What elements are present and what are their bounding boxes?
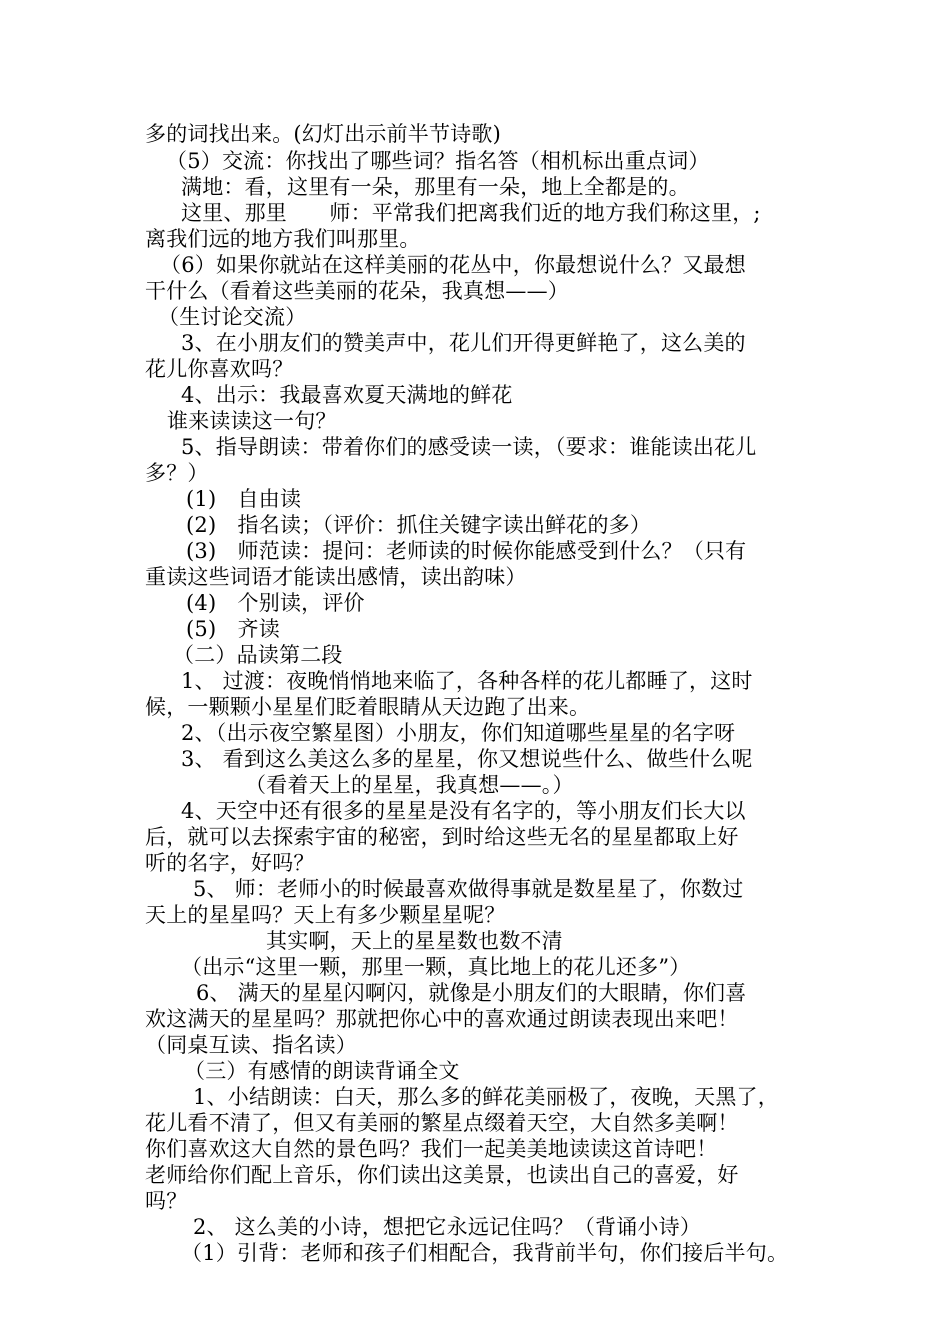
text-line: 多的词找出来。(幻灯出示前半节诗歌) <box>145 122 501 146</box>
text-line: 吗？ <box>145 1189 188 1213</box>
text-line: (3) 师范读：提问：老师读的时候你能感受到什么？（只有 <box>186 539 747 563</box>
text-line: 离我们远的地方我们叫那里。 <box>145 227 421 251</box>
text-line: 3、在小朋友们的赞美声中，花儿们开得更鲜艳了，这么美的 <box>181 331 746 355</box>
text-line: 5、指导朗读：带着你们的感受读一读，（要求：谁能读出花儿 <box>181 435 757 459</box>
text-line: 欢这满天的星星吗？那就把你心中的喜欢通过朗读表现出来吧！ <box>145 1007 739 1031</box>
text-line: (2) 指名读；（评价：抓住关键字读出鲜花的多） <box>186 513 652 537</box>
text-line: 后，就可以去探索宇宙的秘密，到时给这些无名的星星都取上好 <box>145 825 739 849</box>
text-line: 花儿看不清了，但又有美丽的繁星点缀着天空，大自然多美啊！ <box>145 1111 739 1135</box>
text-line: 1、小结朗读：白天，那么多的鲜花美丽极了，夜晚，天黑了， <box>193 1085 779 1109</box>
text-line: 候，一颗颗小星星们眨着眼睛从天边跑了出来。 <box>145 695 591 719</box>
text-line: 4、出示：我最喜欢夏天满地的鲜花 <box>181 383 513 407</box>
text-line: （出示“这里一颗，那里一颗，真比地上的花儿还多”） <box>181 955 691 979</box>
text-line: 老师给你们配上音乐，你们读出这美景，也读出自己的喜爱，好 <box>145 1163 739 1187</box>
text-line: 花儿你喜欢吗？ <box>145 357 294 381</box>
text-line: 重读这些词语才能读出感情，读出韵味） <box>145 565 527 589</box>
text-line: 干什么（看着这些美丽的花朵，我真想——） <box>145 279 569 303</box>
text-line: （看着天上的星星，我真想——。） <box>245 773 574 797</box>
text-line: （生讨论交流） <box>158 305 307 329</box>
text-line: 3、 看到这么美这么多的星星，你又想说些什么、做些什么呢 <box>181 747 753 771</box>
text-line: 5、 师：老师小的时候最喜欢做得事就是数星星了，你数过 <box>193 877 744 901</box>
text-line: 天上的星星吗？天上有多少颗星星呢？ <box>145 903 506 927</box>
text-line: 听的名字，好吗？ <box>145 851 315 875</box>
section-heading: （二）品读第二段 <box>173 643 343 667</box>
text-line: 你们喜欢这大自然的景色吗？我们一起美美地读读这首诗吧！ <box>145 1137 718 1161</box>
text-line: 6、 满天的星星闪啊闪，就像是小朋友们的大眼睛，你们喜 <box>196 981 747 1005</box>
text-line: （1）引背：老师和孩子们相配合，我背前半句，你们接后半句。 <box>181 1241 789 1265</box>
text-line: (5) 齐读 <box>186 617 280 641</box>
text-line: 1、 过渡：夜晚悄悄地来临了，各种各样的花儿都睡了，这时 <box>181 669 753 693</box>
text-line: 2、（出示夜空繁星图）小朋友，你们知道哪些星星的名字呀 <box>181 721 736 745</box>
text-line: （6）如果你就站在这样美丽的花丛中，你最想说什么？又最想 <box>160 253 746 277</box>
text-line: 4、天空中还有很多的星星是没有名字的，等小朋友们长大以 <box>181 799 746 823</box>
text-line: (1) 自由读 <box>186 487 302 511</box>
text-line: 满地：看，这里有一朵，那里有一朵，地上全都是的。 <box>181 175 690 199</box>
text-line: 2、 这么美的小诗，想把它永远记住吗？（背诵小诗） <box>193 1215 702 1239</box>
text-line: 多？） <box>145 461 209 485</box>
text-line: 其实啊，天上的星星数也数不清 <box>266 929 563 953</box>
text-line: （同桌互读、指名读） <box>145 1033 357 1057</box>
text-line: （5）交流：你找出了哪些词？指名答（相机标出重点词） <box>166 149 710 173</box>
section-heading: （三）有感情的朗读背诵全文 <box>184 1059 460 1083</box>
text-line: (4) 个别读，评价 <box>186 591 365 615</box>
text-line: 谁来读读这一句？ <box>167 409 337 433</box>
text-line: 这里、那里 师：平常我们把离我们近的地方我们称这里，; <box>181 201 761 225</box>
